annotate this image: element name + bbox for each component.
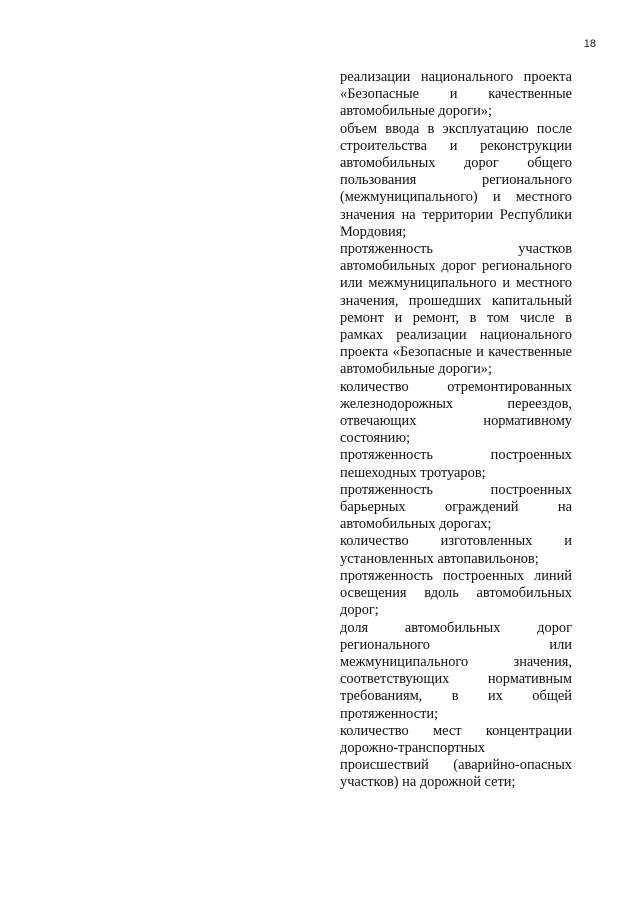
paragraph: протяженность построенных пешеходных тротуаров; xyxy=(340,447,572,481)
page-number: 18 xyxy=(583,38,596,50)
paragraph: количество изготовленных и установленных автопавильонов; xyxy=(340,533,572,567)
paragraph: объем ввода в эксплуатацию после строительства и реконструкции автомобильных дорог общего пользования регионального (межмуниципального) и местного значения на территории Республики Мордовия; xyxy=(340,120,572,240)
paragraph: доля автомобильных дорог регионального или межмуниципального значения, соответствующих нормативным требованиям, в их общей протяженности; xyxy=(340,619,572,722)
document-body xyxy=(340,69,572,792)
paragraph: протяженность построенных линий освещения вдоль автомобильных дорог; xyxy=(340,567,572,619)
paragraph: протяженность построенных барьерных ограждений на автомобильных дорогах; xyxy=(340,481,572,533)
paragraph: количество мест концентрации дорожно-транспортных происшествий (аварийно-опасных участков) на дорожной сети; xyxy=(340,722,572,791)
paragraph: протяженность участков автомобильных дорог регионального или межмуниципального и местного значения, прошедших капитальный ремонт и ремонт, в том числе в рамках реализации национального проекта «Безопасные и качественные автомобильные дороги»; xyxy=(340,241,572,378)
paragraph: количество отремонтированных железнодорожных переездов, отвечающих нормативному состоянию; xyxy=(340,378,572,447)
paragraph: реализации национального проекта «Безопасные и качественные автомобильные дороги»; xyxy=(340,69,572,120)
